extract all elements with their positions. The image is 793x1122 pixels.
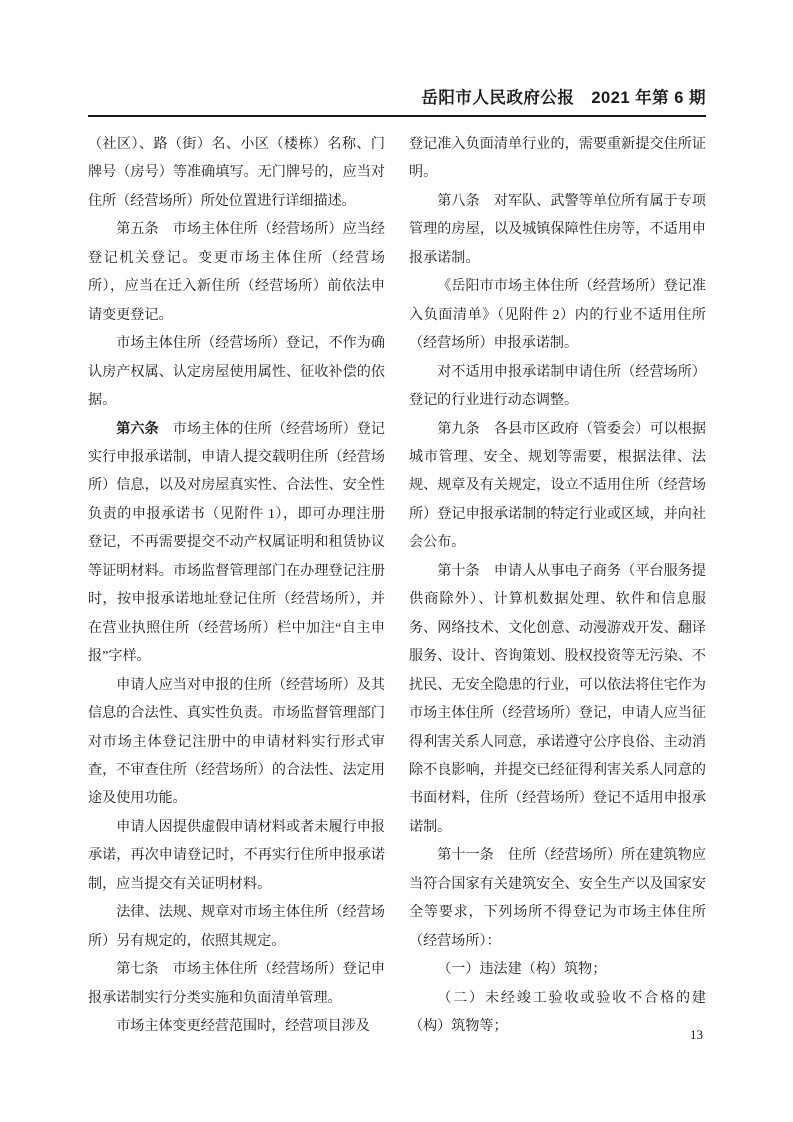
paragraph-text: 《岳阳市市场主体住所（经营场所）登记准入负面清单》（见附件 2）内的行业不适用住所（经营场所）申报承诺制。 — [409, 278, 706, 352]
paragraph-text: 第十条 申请人从事电子商务（平台服务提供商除外）、计算机数据处理、软件和信息服务、网络技术、文化创意、动漫游戏开发、翻译服务、设计、咨询策划、股权投资等无污染、不扰民、无安全隐患的行业，可以依法将住宅作为市场主体住所（经营场所）登记，申请人应当征得利害关系人同意，承诺遵守公序良俗、主动消除不良影响，并提交已经征得利害关系人同意的书面材料，住所（经营场所）登记不适用申报承诺制。 — [409, 562, 706, 835]
article-number-bold: 第六条 — [116, 420, 159, 437]
paragraph-text: 市场主体的住所（经营场所）登记实行申报承诺制，申请人提交载明住所（经营场所）信息，以及对房屋真实性、合法性、安全性负责的申报承诺书（见附件 1），即可办理注册登记，不再需要提交不动产权属证明和租赁协议等证明材料。市场监督管理部门在办理登记注册时，按申报承诺地址登记住所（经营场所），并在营业执照住所（经营场所）栏中加注“自主申报”字样。 — [88, 420, 385, 665]
gazette-title: 岳阳市人民政府公报 2021 年第 6 期 — [421, 89, 706, 107]
header-rule — [88, 115, 706, 117]
paragraph-text: 市场主体住所（经营场所）登记，不作为确认房产权属、认定房屋使用属性、征收补偿的依据。 — [88, 335, 385, 409]
paragraph-text: （社区）、路（街）名、小区（楼栋）名称、门牌号（房号）等准确填写。无门牌号的，应当对住所（经营场所）所处位置进行详细描述。 — [88, 136, 385, 209]
paragraph — [409, 984, 706, 1041]
paragraph — [88, 130, 385, 215]
paragraph — [88, 813, 385, 898]
paragraph — [409, 130, 706, 187]
paragraph — [409, 272, 706, 357]
paragraph-text: （一）违法建（构）筑物； — [437, 961, 607, 978]
paragraph-text: 第九条 各县市区政府（管委会）可以根据城市管理、安全、规划等需要，根据法律、法规、规章及有关规定，设立不适用住所（经营场所）登记申报承诺制的特定行业或区域，并向社会公布。 — [409, 420, 706, 551]
paragraph — [409, 557, 706, 842]
document-body — [88, 130, 706, 1041]
paragraph — [409, 841, 706, 955]
left-column — [88, 130, 385, 1041]
paragraph — [409, 187, 706, 272]
right-column — [409, 130, 706, 1041]
paragraph-text: 第八条 对军队、武警等单位所有属于专项管理的房屋，以及城镇保障性住房等，不适用申报承诺制。 — [409, 192, 706, 266]
page-header — [88, 88, 706, 117]
paragraph — [88, 955, 385, 1012]
paragraph-text: 登记准入负面清单行业的，需要重新提交住所证明。 — [409, 136, 706, 181]
paragraph — [88, 671, 385, 813]
paragraph-text: 市场主体变更经营范围时，经营项目涉及 — [116, 1018, 370, 1035]
paragraph — [88, 1012, 385, 1040]
paragraph-text: （二）未经竣工验收或验收不合格的建（构）筑物等； — [409, 989, 706, 1035]
paragraph-text: 申请人应当对申报的住所（经营场所）及其信息的合法性、真实性负责。市场监督管理部门对市场主体登记注册中的申请材料实行形式审查，不审查住所（经营场所）的合法性、法定用途及使用功能。 — [88, 676, 385, 807]
paragraph — [409, 358, 706, 415]
paragraph — [409, 415, 706, 557]
paragraph — [409, 955, 706, 983]
paragraph — [88, 415, 385, 671]
page-number: 13 — [690, 1027, 703, 1042]
paragraph-text: 第七条 市场主体住所（经营场所）登记申报承诺制实行分类实施和负面清单管理。 — [88, 961, 385, 1006]
paragraph-text: 对不适用申报承诺制申请住所（经营场所）登记的行业进行动态调整。 — [409, 363, 706, 409]
paragraph — [88, 215, 385, 329]
paragraph-text: 第十一条 住所（经营场所）所在建筑物应当符合国家有关建筑安全、安全生产以及国家安全等要求，下列场所不得登记为市场主体住所（经营场所）： — [409, 847, 706, 949]
paragraph-text: 法律、法规、规章对市场主体住所（经营场所）另有规定的，依照其规定。 — [88, 904, 385, 949]
paragraph — [88, 898, 385, 955]
paragraph-text: 申请人因提供虚假申请材料或者未履行申报承诺，再次申请登记时，不再实行住所申报承诺制，应当提交有关证明材料。 — [88, 818, 385, 892]
paragraph-text: 第五条 市场主体住所（经营场所）应当经登记机关登记。变更市场主体住所（经营场所），应当在迁入新住所（经营场所）前依法申请变更登记。 — [88, 221, 385, 323]
paragraph — [88, 329, 385, 414]
